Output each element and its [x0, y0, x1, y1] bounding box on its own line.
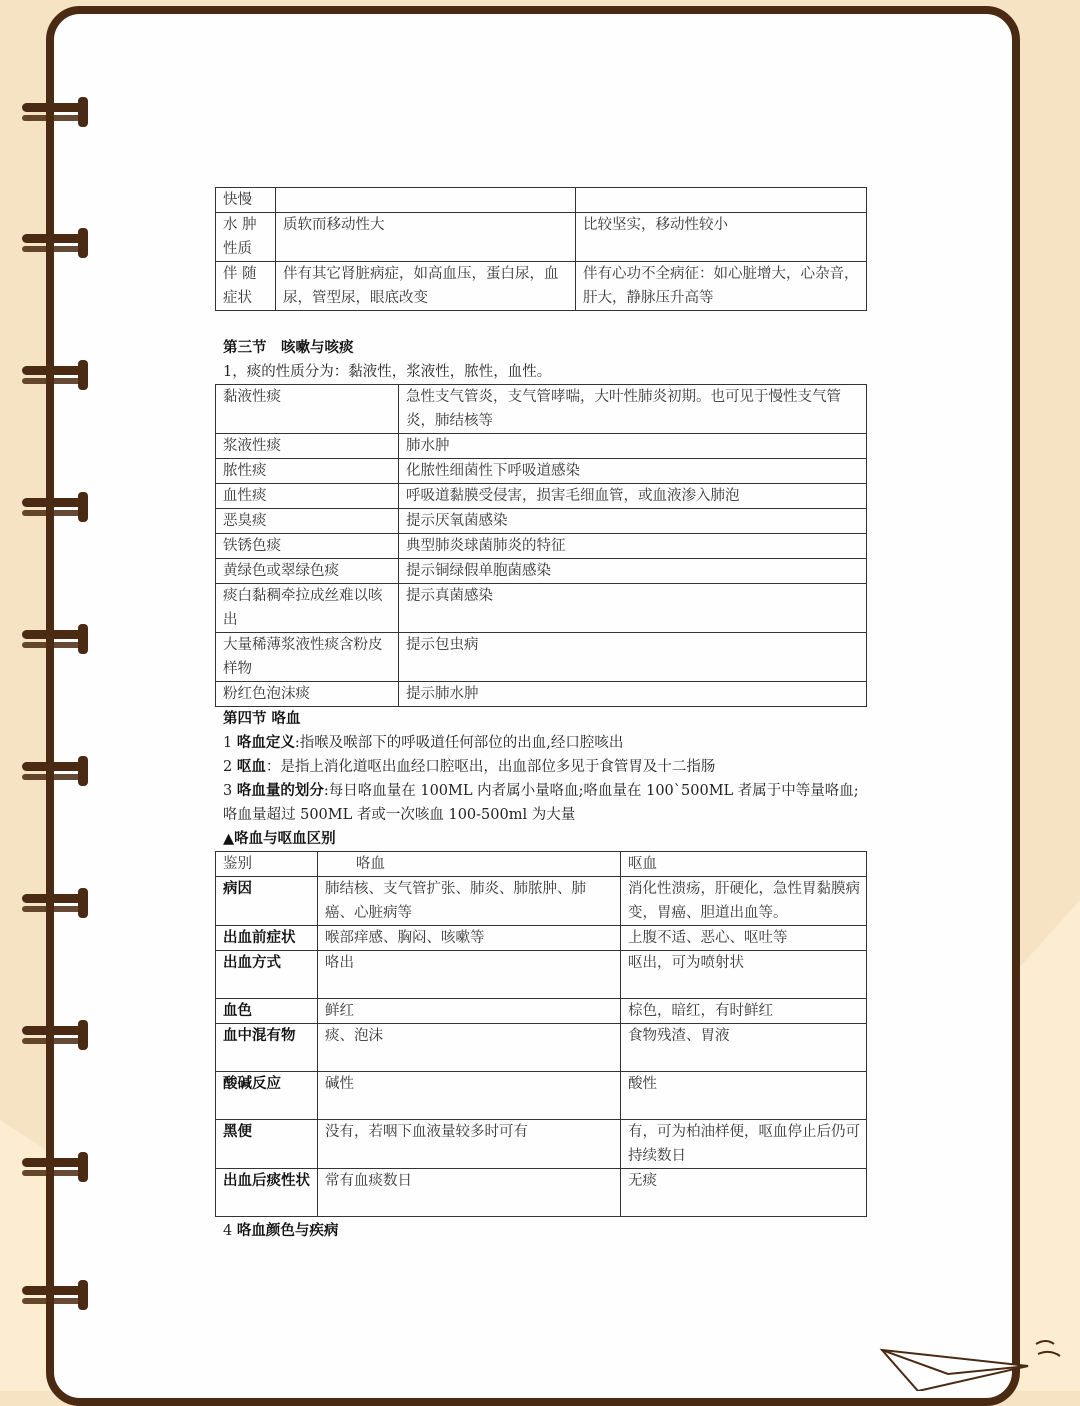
table-row — [216, 584, 867, 633]
item-cell: 出血前症状 — [216, 926, 318, 951]
binder-ring-icon — [22, 1020, 88, 1050]
table-cell — [576, 188, 867, 213]
table-row — [216, 999, 867, 1024]
paper-plane-icon — [878, 1330, 1068, 1391]
table-row — [216, 534, 867, 559]
table-cell: 快慢 — [216, 188, 276, 213]
hemoptysis-hematemesis-table — [215, 851, 867, 1217]
hemoptysis-cell: 鲜红 — [318, 999, 621, 1024]
table-row — [216, 877, 867, 926]
table-header-cell: 咯血 — [318, 852, 621, 877]
sputum-description-cell: 提示肺水肿 — [399, 682, 867, 707]
table-cell: 伴 随 症状 — [216, 262, 276, 311]
sputum-description-cell: 典型肺炎球菌肺炎的特征 — [399, 534, 867, 559]
term: 咯血量的划分 — [236, 782, 324, 799]
term: 咯血定义 — [236, 734, 295, 751]
hematemesis-cell: 酸性 — [621, 1072, 867, 1120]
table-cell — [276, 188, 576, 213]
table-row — [216, 188, 867, 213]
binder-ring-icon — [22, 756, 88, 786]
table-header-cell: 呕血 — [621, 852, 867, 877]
binder-ring-icon — [22, 624, 88, 654]
table-cell: 水 肿 性质 — [216, 213, 276, 262]
paragraph — [215, 779, 867, 827]
paragraph-text: :每日咯血量在 100ML 内者属小量咯血;咯血量在 100`500ML 者属于中等量咯血;咯血量超过 500ML 者或一次咳血 100-500ml 为大量 — [223, 783, 859, 823]
term: 咯血颜色与疾病 — [236, 1222, 339, 1239]
hemoptysis-cell: 痰、泡沫 — [318, 1024, 621, 1072]
hemoptysis-cell: 碱性 — [318, 1072, 621, 1120]
table-header-cell: 鉴别 — [216, 852, 318, 877]
sputum-type-cell: 粉红色泡沫痰 — [216, 682, 399, 707]
paragraph-text: :指喉及喉部下的呼吸道任何部位的出血,经口腔咳出 — [294, 735, 624, 751]
table-row — [216, 682, 867, 707]
hemoptysis-cell: 喉部痒感、胸闷、咳嗽等 — [318, 926, 621, 951]
sputum-description-cell: 化脓性细菌性下呼吸道感染 — [399, 459, 867, 484]
sputum-description-cell: 提示包虫病 — [399, 633, 867, 682]
section-title: 第三节 咳嗽与咳痰 — [223, 339, 354, 356]
item-cell: 病因 — [216, 877, 318, 926]
table-row — [216, 262, 867, 311]
binder-ring-icon — [22, 228, 88, 258]
term: 呕血 — [236, 758, 266, 775]
binder-ring-icon — [22, 888, 88, 918]
binder-ring-icon — [22, 360, 88, 390]
item-cell: 血中混有物 — [216, 1024, 318, 1072]
table-cell: 质软而移动性大 — [276, 213, 576, 262]
sputum-description-cell: 提示铜绿假单胞菌感染 — [399, 559, 867, 584]
table-row — [216, 434, 867, 459]
hemoptysis-cell: 常有血痰数日 — [318, 1169, 621, 1217]
table-row — [216, 1169, 867, 1217]
table-row — [216, 926, 867, 951]
hematemesis-cell: 上腹不适、恶心、呕吐等 — [621, 926, 867, 951]
table-cell: 比较坚实，移动性较小 — [576, 213, 867, 262]
binder-ring-icon — [22, 492, 88, 522]
item-cell: 黑便 — [216, 1120, 318, 1169]
table-row — [216, 385, 867, 434]
table-row — [216, 213, 867, 262]
hematemesis-cell: 棕色，暗红，有时鲜红 — [621, 999, 867, 1024]
item-cell: 血色 — [216, 999, 318, 1024]
table-row — [216, 1072, 867, 1120]
table-row — [216, 1120, 867, 1169]
paragraph-text: ：是指上消化道呕出血经口腔呕出，出血部位多见于食管胃及十二指肠 — [265, 759, 716, 775]
sputum-type-cell: 脓性痰 — [216, 459, 399, 484]
sputum-type-cell: 黏液性痰 — [216, 385, 399, 434]
table-row — [216, 484, 867, 509]
table-row — [216, 1024, 867, 1072]
document-content — [215, 187, 867, 1243]
hemoptysis-cell: 咯出 — [318, 951, 621, 999]
sputum-type-cell: 浆液性痰 — [216, 434, 399, 459]
hematemesis-cell: 呕出，可为喷射状 — [621, 951, 867, 999]
paragraph-number: 4 — [223, 1223, 237, 1239]
item-cell: 出血后痰性状 — [216, 1169, 318, 1217]
sputum-description-cell: 急性支气管炎，支气管哮喘，大叶性肺炎初期。也可见于慢性支气管炎，肺结核等 — [399, 385, 867, 434]
item-cell: 酸碱反应 — [216, 1072, 318, 1120]
sputum-description-cell: 提示厌氧菌感染 — [399, 509, 867, 534]
hemoptysis-cell: 肺结核、支气管扩张、肺炎、肺脓肿、肺癌、心脏病等 — [318, 877, 621, 926]
table-cell: 伴有心功不全病征：如心脏增大，心杂音，肝大，静脉压升高等 — [576, 262, 867, 311]
hematemesis-cell: 食物残渣、胃液 — [621, 1024, 867, 1072]
table-row — [216, 459, 867, 484]
item-cell: 出血方式 — [216, 951, 318, 999]
table-row — [216, 509, 867, 534]
binder-ring-icon — [22, 1280, 88, 1310]
paragraph — [215, 755, 867, 779]
paragraph: 1，痰的性质分为：黏液性，浆液性，脓性，血性。 — [223, 364, 552, 380]
binder-ring-icon — [22, 1152, 88, 1182]
sputum-type-cell: 大量稀薄浆液性痰含粉皮样物 — [216, 633, 399, 682]
subsection-title: ▲咯血与呕血区别 — [223, 830, 336, 847]
sputum-description-cell: 呼吸道黏膜受侵害，损害毛细血管，或血液渗入肺泡 — [399, 484, 867, 509]
table-row — [216, 633, 867, 682]
table-cell: 伴有其它肾脏病症，如高血压，蛋白尿，血尿，管型尿，眼底改变 — [276, 262, 576, 311]
hemoptysis-cell: 没有，若咽下血液量较多时可有 — [318, 1120, 621, 1169]
table-row — [216, 559, 867, 584]
table-header-row — [216, 852, 867, 877]
sputum-type-cell: 恶臭痰 — [216, 509, 399, 534]
paragraph-number: 1 — [223, 735, 237, 751]
sputum-type-cell: 痰白黏稠牵拉成丝难以咳出 — [216, 584, 399, 633]
sputum-description-cell: 肺水肿 — [399, 434, 867, 459]
paragraph — [215, 1219, 867, 1243]
hematemesis-cell: 有，可为柏油样便，呕血停止后仍可持续数日 — [621, 1120, 867, 1169]
hematemesis-cell: 无痰 — [621, 1169, 867, 1217]
paragraph-number: 2 — [223, 759, 237, 775]
paragraph-number: 3 — [223, 783, 237, 799]
section-title: 第四节 咯血 — [223, 710, 301, 727]
edema-comparison-table — [215, 187, 867, 311]
sputum-type-table — [215, 384, 867, 707]
hematemesis-cell: 消化性溃疡，肝硬化，急性胃黏膜病变，胃癌、胆道出血等。 — [621, 877, 867, 926]
sputum-type-cell: 黄绿色或翠绿色痰 — [216, 559, 399, 584]
sputum-type-cell: 铁锈色痰 — [216, 534, 399, 559]
sputum-type-cell: 血性痰 — [216, 484, 399, 509]
paragraph — [215, 731, 867, 755]
sputum-description-cell: 提示真菌感染 — [399, 584, 867, 633]
binder-ring-icon — [22, 97, 88, 127]
table-row — [216, 951, 867, 999]
